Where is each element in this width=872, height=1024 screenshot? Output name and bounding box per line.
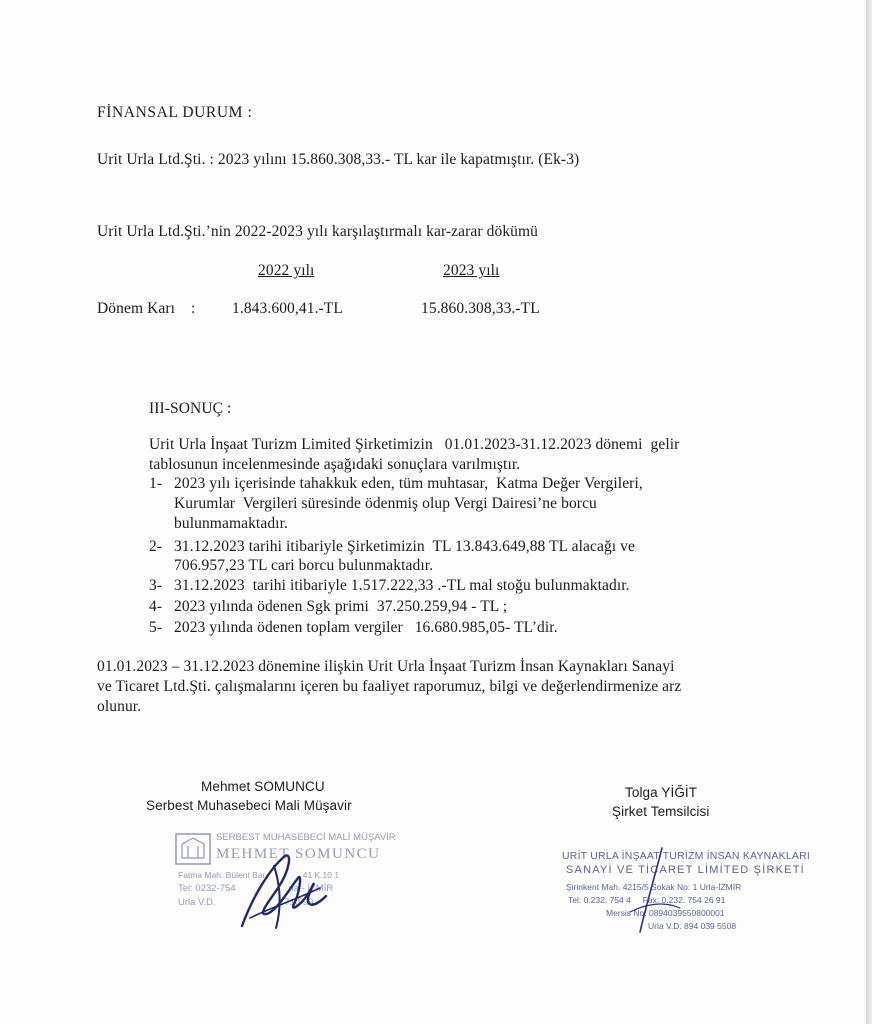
handwritten-signature [230,848,340,934]
closing-line2: ve Ticaret Ltd.Şti. çalışmalarını içeren bu faaliyet raporumuz, bilgi ve değerlendirmenize arz [97,678,682,695]
stamp-scribble [600,842,690,942]
stamp-line: Fatma Mah. Bülent Bar. 41 K.10 1 [178,870,340,880]
column-header-2023: 2023 yılı [443,262,500,279]
conclusion-heading: III-SONUÇ : [149,400,232,417]
list-item-4-line1: 2023 yılında ödenen Sgk primi 37.250.259,94 - TL ; [174,598,508,615]
closing-line1: 01.01.2023 – 31.12.2023 dönemine ilişkin Urit Urla İnşaat Turizm İnsan Kaynakları Sanayi [97,658,675,675]
stamp-line: Urla V.D. 710 99 [178,897,314,908]
right-signatory-name: Tolga YİĞİT [625,785,698,800]
list-item-number: 5- [149,619,163,636]
value-2022: 1.843.600,41.-TL [232,300,343,317]
stamp-line: Tel: 0.232. 754 4 Fax: 0.232. 754 26 91 [568,895,726,905]
stamp-line: URİT URLA İNŞAAT TURİZM İNSAN KAYNAKLARI [562,850,810,862]
value-2023: 15.860.308,33.-TL [421,300,540,317]
financial-summary: Urit Urla Ltd.Şti. : 2023 yılını 15.860.308,33.- TL kar ile kapatmıştır. (Ek-3) [97,151,580,168]
stamp-line: Şirinkent Mah. 4215/5 Sokak No: 1 Urla-İZMİR [566,882,742,892]
conclusion-intro-line2: tablosunun incelenmesinde aşağıdaki sonuçlara varılmıştır. [149,456,521,473]
list-item-5-line1: 2023 yılında ödenen toplam vergiler 16.680.985,05- TL’dir. [174,619,558,636]
stamp-line: MEHMET SOMUNCU [216,846,381,862]
list-item-1-line3: bulunmamaktadır. [174,515,288,532]
stamp-emblem-icon [174,832,212,866]
right-signatory-title: Şirket Temsilcisi [612,804,710,819]
stamp-line: Tel: 0232-754 rla - İZMİR [178,883,334,894]
stamp-line: SANAYİ VE TİCARET LİMİTED ŞİRKETİ [566,864,805,876]
list-item-1-line2: Kurumlar Vergileri süresinde ödenmiş olup Vergi Dairesi’ne borcu [174,495,597,512]
comparison-title: Urit Urla Ltd.Şti.’nin 2022-2023 yılı karşılaştırmalı kar-zarar dökümü [97,223,539,240]
list-item-number: 4- [149,598,163,615]
left-signatory-title: Serbest Muhasebeci Mali Müşavir [146,798,352,813]
list-item-2-line1: 31.12.2023 tarihi itibariyle Şirketimizin TL 13.843.649,88 TL alacağı ve [174,538,636,555]
closing-line3: olunur. [97,698,142,715]
stamp-line: Mersis No: 0894039550800001 [606,908,725,918]
list-item-number: 3- [149,577,163,594]
conclusion-intro-line1: Urit Urla İnşaat Turizm Limited Şirketimizin 01.01.2023-31.12.2023 dönemi gelir [149,436,680,453]
left-signatory-name: Mehmet SOMUNCU [201,779,325,794]
financial-heading: FİNANSAL DURUM : [97,104,253,121]
list-item-number: 1- [149,475,163,492]
column-header-2022: 2022 yılı [258,262,315,279]
stamp-line: SERBEST MUHASEBECİ MALİ MÜŞAVİR [216,832,396,843]
list-item-2-line2: 706.957,23 TL cari borcu bulunmaktadır. [174,557,434,574]
page-edge [866,0,872,1024]
list-item-number: 2- [149,538,163,555]
list-item-3-line1: 31.12.2023 tarihi itibariyle 1.517.222,33 .-TL mal stoğu bulunmaktadır. [174,577,630,594]
stamp-line: Urla V.D. 894 039 5508 [648,921,737,931]
row-label-donem-kari: Dönem Karı : [97,300,196,317]
list-item-1-line1: 2023 yılı içerisinde tahakkuk eden, tüm muhtasar, Katma Değer Vergileri, [174,475,643,492]
